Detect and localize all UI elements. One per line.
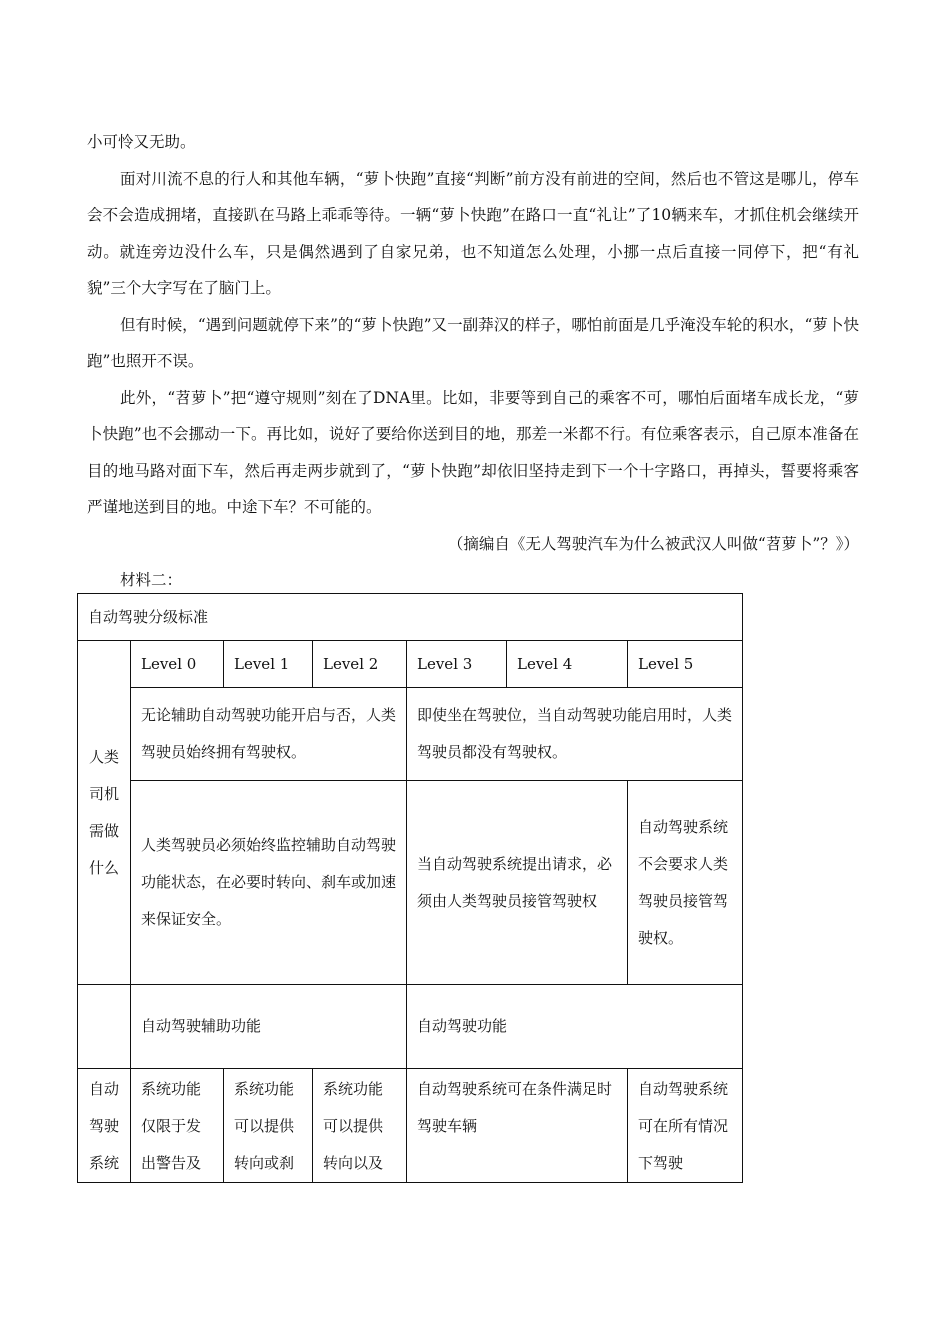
- human-driver-label: 人类司机需做什么: [78, 641, 131, 985]
- article-body: [87, 124, 859, 599]
- level-4-header: Level 4: [507, 641, 628, 688]
- level-5-header: Level 5: [628, 641, 743, 688]
- system-label: 自动驾驶系统: [88, 1079, 119, 1172]
- category-autonomous: 自动驾驶功能: [407, 985, 743, 1069]
- paragraph: 小可怜又无助。: [87, 133, 196, 151]
- level-3-header: Level 3: [407, 641, 507, 688]
- driving-level-table: [77, 593, 743, 1183]
- human-rights-cell-l3-l5: 即使坐在驾驶位，当自动驾驶功能启用时，人类驾驶员都没有驾驶权。: [407, 688, 743, 781]
- system-cell-l5: 自动驾驶系统可在所有情况下驾驶: [638, 1079, 729, 1172]
- human-duty-cell-l3-l4: 当自动驾驶系统提出请求，必须由人类驾驶员接管驾驶权: [407, 781, 628, 985]
- system-cell-l2: 系统功能可以提供转向以及: [323, 1079, 384, 1172]
- empty-cell: [78, 985, 131, 1069]
- level-0-header: Level 0: [131, 641, 224, 688]
- level-2-header: Level 2: [313, 641, 407, 688]
- system-cell-l1: 系统功能可以提供转向或刹: [234, 1079, 295, 1172]
- material-label: 材料二：: [120, 571, 183, 589]
- table-title: 自动驾驶分级标准: [78, 594, 743, 641]
- paragraph: 面对川流不息的行人和其他车辆，“萝卜快跑”直接“判断”前方没有前进的空间，然后也不管这是哪儿，停车会不会造成拥堵，直接趴在马路上乖乖等待。一辆“萝卜快跑”在路口一直“礼让”了10辆来车，才抓住机会继续开动。就连旁边没什么车，只是偶然遇到了自家兄弟，也不知道怎么处理，小挪一点后直接一同停下，把“有礼貌”三个大字写在了脑门上。: [87, 169, 859, 297]
- human-rights-cell-l0-l2: 无论辅助自动驾驶功能开启与否，人类驾驶员始终拥有驾驶权。: [131, 688, 407, 781]
- level-1-header: Level 1: [224, 641, 313, 688]
- human-duty-cell-l0-l2: 人类驾驶员必须始终监控辅助自动驾驶功能状态，在必要时转向、刹车或加速来保证安全。: [131, 781, 407, 985]
- paragraph: 但有时候，“遇到问题就停下来”的“萝卜快跑”又一副莽汉的样子，哪怕前面是几乎淹没车轮的积水，“萝卜快跑”也照开不误。: [87, 315, 859, 370]
- paragraph: 此外，“苕萝卜”把“遵守规则”刻在了DNA里。比如，非要等到自己的乘客不可，哪怕后面堵车成长龙，“萝卜快跑”也不会挪动一下。再比如，说好了要给你送到目的地，那差一米都不行。有位乘客表示，自己原本准备在目的地马路对面下车，然后再走两步就到了，“萝卜快跑”却依旧坚持走到下一个十字路口，再掉头，誓要将乘客严谨地送到目的地。中途下车？不可能的。: [87, 388, 859, 516]
- category-assist: 自动驾驶辅助功能: [131, 985, 407, 1069]
- system-cell-l3-l4: 自动驾驶系统可在条件满足时驾驶车辆: [417, 1079, 613, 1135]
- source-citation: （摘编自《无人驾驶汽车为什么被武汉人叫做“苕萝卜”？》）: [447, 534, 859, 553]
- human-duty-cell-l5: 自动驾驶系统不会要求人类驾驶员接管驾驶权。: [628, 781, 743, 985]
- system-cell-l0: 系统功能仅限于发出警告及: [141, 1079, 202, 1172]
